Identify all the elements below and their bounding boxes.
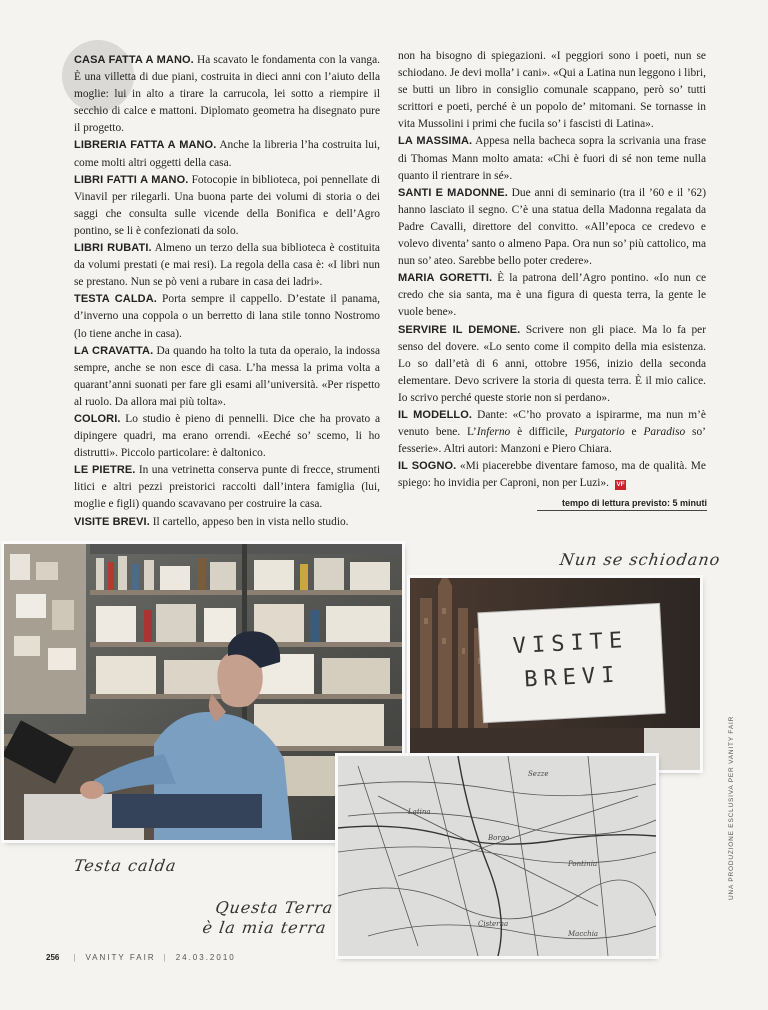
paragraph-lead: non ha bisogno di spiegazioni. «I peggiori sono i poeti, nun se schiodano. Je devi molla’ i cani». «Qui a Latina nun leggono i libri, se butti un libro in consiglio comunale scappano, però so’ tutti scrittori e poeti, perché è un popolo de’ mitomani. Se tornasse in vita Mussolini i primi che fucila so’ i fascisti di Latina». [398,50,706,131]
paragraph-visite-brevi: VISITE BREVI. Il cartello, appeso ben in vista nello studio. [74,515,349,528]
photo-visite-brevi-sign [410,578,700,770]
paragraph-modello: IL MODELLO. Dante: «C’ho provato a ispirarme, ma nun m’è venuto bene. L’Inferno è difficile, Purgatorio e Paradiso so’ fesserie». Altri autori: Manzoni e Piero Chiara. [398,408,706,456]
paragraph-libreria: LIBRERIA FATTA A MANO. Anche la libreria l’ha costruita lui, come molti altri oggetti della casa. [74,139,380,169]
photo-map [338,756,656,956]
reading-time: tempo di lettura previsto: 5 minuti [537,498,707,511]
paragraph-libri-fatti: LIBRI FATTI A MANO. Fotocopie in biblioteca, poi pennellate di Vinavil per rilegarli. Una buona parte dei volumi di storia o dei saggi che consulta sulle vicende della Bonifica e dell’Agro pontino, se li è confezionati da solo. [74,173,381,237]
paragraph-massima: LA MASSIMA. Appesa nella bacheca sopra la scrivania una frase di Thomas Mann molto amata: «Chi è fuori di sé non teme nulla quanto il rientrare in sé». [398,135,706,182]
paragraph-libri-rubati: LIBRI RUBATI. Almeno un terzo della sua biblioteca è costituita da volumi prestati (e mai resi). La regola della casa è: «I libri nun se prestano. Nun se pò veni a rubare in casa dei ladri». [74,242,380,289]
magazine-name: VANITY FAIR [85,953,156,962]
map-label: Macchia [568,930,599,938]
page-number: 256 [46,953,60,962]
map-label: Borgo [488,834,510,842]
right-column [398,48,706,492]
sign-line1: VISITE [512,628,629,660]
vf-end-mark-icon: VF [616,481,625,489]
caption-nun-se-schiodano: Nun se schiodano [558,550,722,569]
paragraph-sogno: IL SOGNO. «Mi piacerebbe diventare famoso, ma de qualità. Me spiego: ho invidia per Caproni, non per Luzi». VF [398,460,706,490]
paragraph-goretti: MARIA GORETTI. È la patrona dell’Agro pontino. «Io nun ce credo che sia santa, ma è una figura di questa terra, la gente le vuole bene». [398,272,706,319]
sign-line2: BREVI [523,662,621,693]
paragraph-cravatta: LA CRAVATTA. Da quando ha tolto la tuta da operaio, la indossa sempre, anche se non esce di casa. L’ha messa la prima volta a quarant’anni suonati per fare gli esami all’università. «Per rispetto al ruolo. Da allora mai più tolta». [74,344,381,408]
paragraph-casa: CASA FATTA A MANO. Ha scavato le fondamenta con la vanga. È una villetta di due piani, costruita in dieci anni con l’aiuto della moglie: lui in alto a tirare la carrucola, lei sotto a riempire il secchio di calce e mattoni. Diplomato geometra ha disegnato pure il progetto. [74,54,380,135]
caption-testa-calda: Testa calda [72,856,178,875]
side-credit: UNA PRODUZIONE ESCLUSIVA PER VANITY FAIR [728,715,735,900]
paragraph-colori: COLORI. Lo studio è pieno di pennelli. Dice che ha provato a dipingere quadri, ma erano orrendi. «Eeché so’ scemo, li ho distrutti». Piccolo particolare: è daltonico. [74,412,380,460]
issue-date: 24.03.2010 [175,953,236,962]
map-label: Sezze [528,770,549,778]
map-label: Pontinia [568,860,598,868]
map-label: Cisterna [478,920,509,928]
map-label: Latina [408,808,431,816]
paragraph-testa-calda: TESTA CALDA. Porta sempre il cappello. D’estate il panama, d’inverno una coppola o un berretto di lana stile tonno Nostromo (lo tiene anche in casa). [74,293,380,340]
caption-questa-terra: Questa Terra è la mia terra [201,898,335,937]
paragraph-santi: SANTI E MADONNE. Due anni di seminario (tra il ’60 e il ’62) hanno lasciato il segno. C’è una statua della Madonna regalata da Padre Cavalli, direttore del convitto. «All’epoca ce credevo e volevo diventa’ santo o almeno Papa. Ora nun so’ più cattolico, ma nun so’ ateo. Sarebbe bello poter credere». [398,186,706,268]
paragraph-demone: SERVIRE IL DEMONE. Scrivere non gli piace. Ma lo fa per senso del dovere. «Lo sento come il compito della mia esistenza. Lo so dall’età di 6 anni, ottobre 1956, inizio della seconda elementare. Devo scrivere la storia di questa terra. È il mio calice. Io scrivo perché queste storie non si perdano». [398,323,707,404]
paragraph-pietre: LE PIETRE. In una vetrinetta conserva punte di frecce, strumenti litici e altri pezzi preistorici raccolti dall’intera famiglia (lui, moglie e figli) quando scavavano per costruire la casa. [74,464,380,511]
left-column [74,52,380,531]
page-footer: 256 | VANITY FAIR | 24.03.2010 [46,953,236,962]
